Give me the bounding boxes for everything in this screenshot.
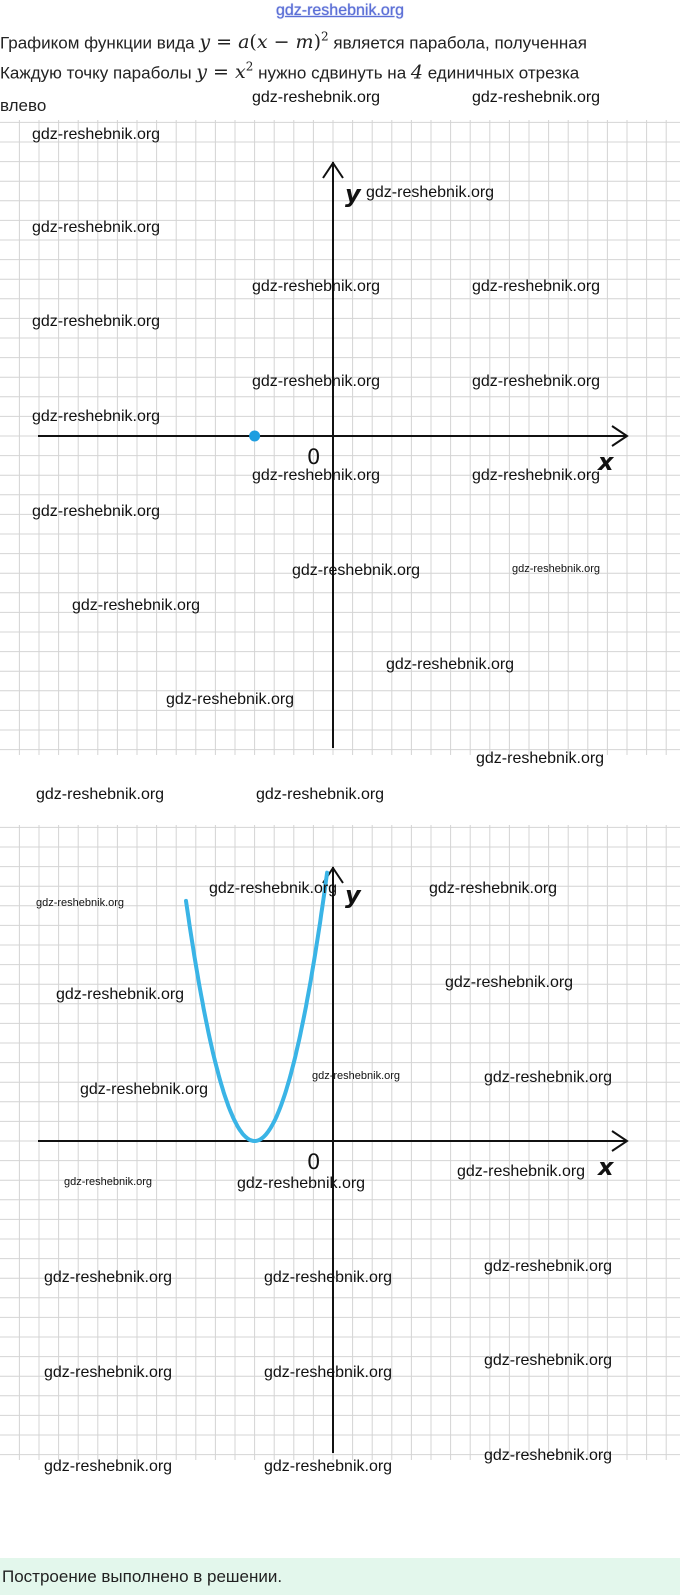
- watermark: gdz-reshebnik.org: [256, 786, 385, 803]
- watermark: gdz-reshebnik.org: [32, 313, 161, 330]
- origin-label: 0: [307, 445, 321, 469]
- line2-text-before: Каждую точку параболы: [0, 63, 197, 83]
- line2-text-middle: нужно сдвинуть на: [253, 63, 411, 83]
- watermark: gdz-reshebnik.org: [484, 1352, 613, 1369]
- point-vertex: [249, 431, 260, 442]
- formula-basic-parabola: $y = x^2$: [196, 60, 254, 84]
- line1-text-before: Графиком функции вида: [0, 33, 200, 53]
- watermark: gdz-reshebnik.org: [32, 503, 161, 520]
- watermark: gdz-reshebnik.org: [252, 278, 381, 295]
- watermark: gdz-reshebnik.org: [36, 897, 125, 909]
- watermark: gdz-reshebnik.org: [445, 974, 574, 991]
- shift-amount: 4: [410, 61, 423, 84]
- watermark: gdz-reshebnik.org: [484, 1258, 613, 1275]
- x-axis-label: x: [598, 448, 614, 476]
- watermark: gdz-reshebnik.org: [472, 89, 601, 106]
- watermark: gdz-reshebnik.org: [56, 986, 185, 1003]
- watermark: gdz-reshebnik.org: [292, 562, 421, 579]
- line1-text-after: является парабола, полученная: [328, 33, 587, 53]
- watermark: gdz-reshebnik.org: [457, 1163, 586, 1180]
- watermark: gdz-reshebnik.org: [429, 880, 558, 897]
- explanation-line-2: [0, 60, 579, 83]
- watermark: gdz-reshebnik.org: [252, 467, 381, 484]
- watermark: gdz-reshebnik.org: [36, 786, 165, 803]
- watermark: gdz-reshebnik.org: [472, 278, 601, 295]
- watermark: gdz-reshebnik.org: [512, 563, 601, 575]
- watermark: gdz-reshebnik.org: [264, 1458, 393, 1475]
- grid-lines: [0, 120, 680, 755]
- line2-text-after: единичных отрезка: [422, 63, 580, 83]
- origin-label: 0: [307, 1150, 321, 1174]
- parabola-curve: [186, 873, 327, 1141]
- watermark: gdz-reshebnik.org: [32, 126, 161, 143]
- watermark: gdz-reshebnik.org: [80, 1081, 209, 1098]
- watermark: gdz-reshebnik.org: [32, 219, 161, 236]
- watermark: gdz-reshebnik.org: [32, 408, 161, 425]
- watermark: gdz-reshebnik.org: [472, 467, 601, 484]
- watermark: gdz-reshebnik.org: [264, 1364, 393, 1381]
- axes: [38, 162, 627, 748]
- watermark: gdz-reshebnik.org: [237, 1175, 366, 1192]
- watermark: gdz-reshebnik.org: [476, 750, 605, 767]
- watermark: gdz-reshebnik.org: [209, 880, 338, 897]
- watermark: gdz-reshebnik.org: [366, 184, 495, 201]
- x-axis-label: x: [598, 1153, 614, 1181]
- watermark: gdz-reshebnik.org: [252, 89, 381, 106]
- explanation-line-3: влево: [0, 96, 47, 115]
- watermark: gdz-reshebnik.org: [252, 373, 381, 390]
- site-link[interactable]: gdz-reshebnik.org: [275, 2, 405, 19]
- watermark: gdz-reshebnik.org: [166, 691, 295, 708]
- watermark: gdz-reshebnik.org: [264, 1269, 393, 1286]
- watermark: gdz-reshebnik.org: [484, 1447, 613, 1464]
- watermark: gdz-reshebnik.org: [44, 1269, 173, 1286]
- watermark: gdz-reshebnik.org: [64, 1176, 153, 1188]
- explanation-line-1: [0, 30, 587, 53]
- watermark: gdz-reshebnik.org: [44, 1364, 173, 1381]
- watermark: gdz-reshebnik.org: [386, 656, 515, 673]
- watermark: gdz-reshebnik.org: [312, 1070, 401, 1082]
- y-axis-label: y: [345, 180, 361, 208]
- y-axis-label: y: [345, 881, 361, 909]
- watermark: gdz-reshebnik.org: [72, 597, 201, 614]
- watermark: gdz-reshebnik.org: [44, 1458, 173, 1475]
- formula-general: $y = a(x - m)^2$: [199, 30, 329, 54]
- coordinate-plane-point: [0, 120, 680, 755]
- solution-note: Построение выполнено в решении.: [0, 1558, 680, 1595]
- watermark: gdz-reshebnik.org: [472, 373, 601, 390]
- watermark: gdz-reshebnik.org: [484, 1069, 613, 1086]
